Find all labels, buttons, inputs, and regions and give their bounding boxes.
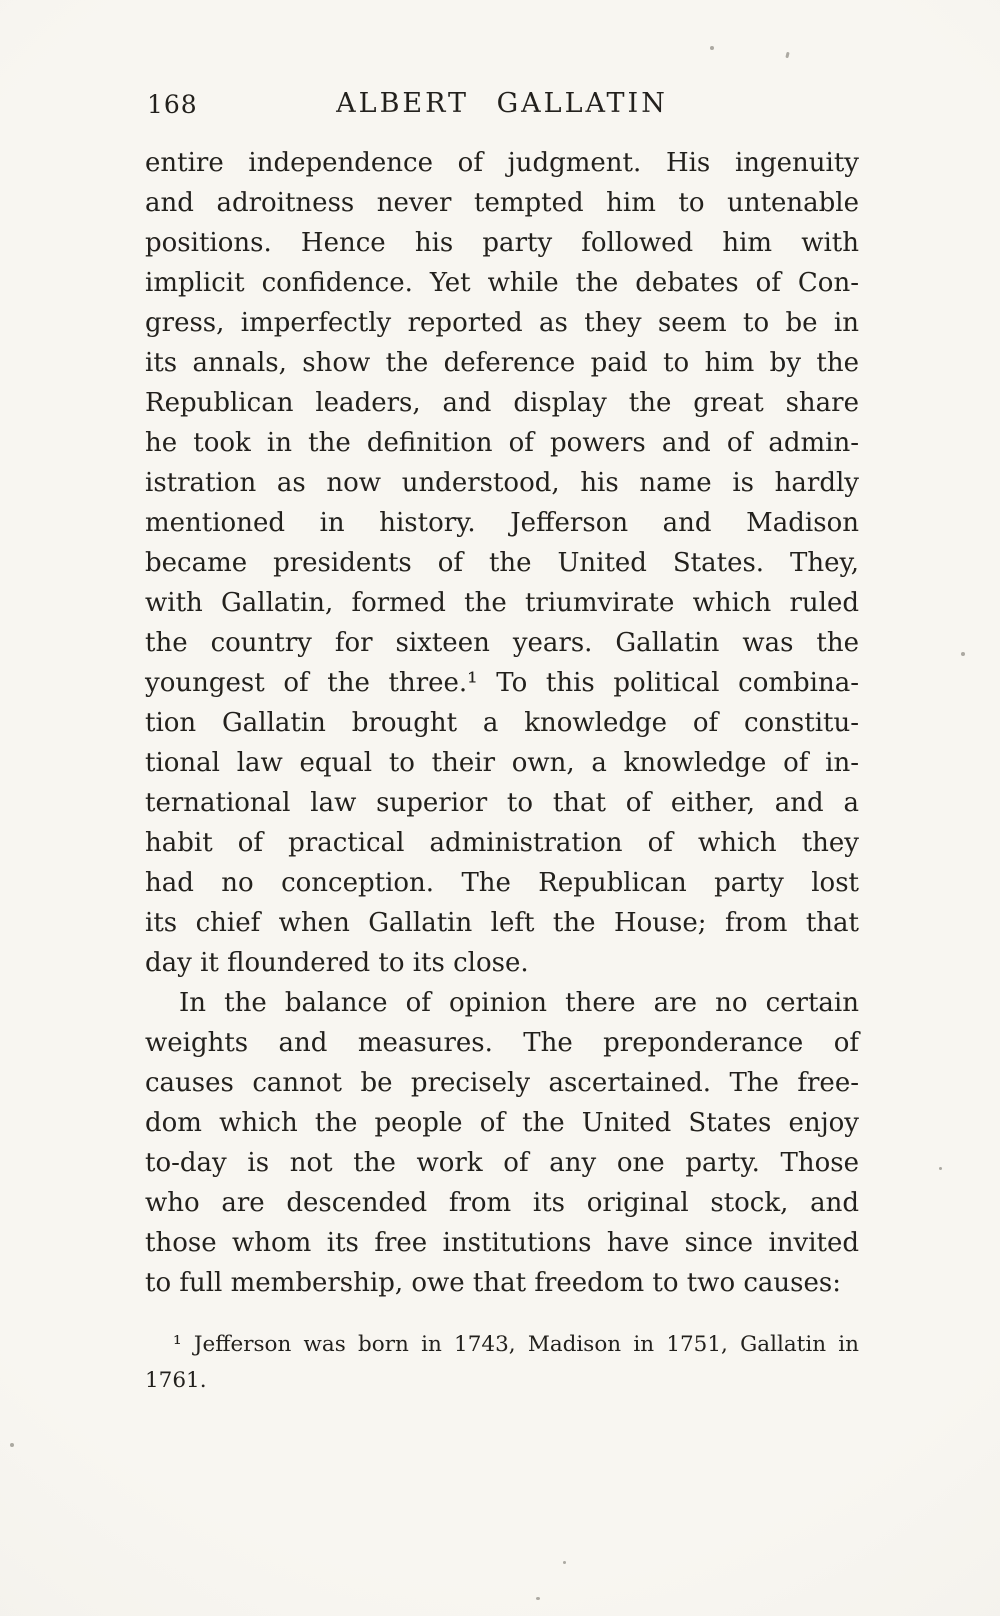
- text-line: became presidents of the United States. They,: [145, 548, 859, 578]
- text-line: gress, imperfectly reported as they seem to be in: [145, 308, 859, 338]
- footnote: [145, 1327, 859, 1399]
- text-line: ¹ Jefferson was born in 1743, Madison in 1751, Gallatin in: [173, 1332, 859, 1357]
- text-line: day it floundered to its close.: [145, 948, 529, 978]
- text-line: to full membership, owe that freedom to two causes:: [145, 1268, 841, 1298]
- text-line: entire independence of judgment. His ingenuity: [145, 148, 859, 178]
- body-paragraph-1: [145, 143, 859, 983]
- text-line: weights and measures. The preponderance of: [145, 1028, 859, 1058]
- text-line: positions. Hence his party followed him with: [145, 228, 859, 258]
- text-line: In the balance of opinion there are no certain: [179, 988, 859, 1018]
- text-line: Republican leaders, and display the great share: [145, 388, 859, 418]
- text-line: with Gallatin, formed the triumvirate which ruled: [145, 588, 859, 618]
- text-line: its chief when Gallatin left the House; from that: [145, 908, 859, 938]
- text-line: mentioned in history. Jefferson and Madison: [145, 508, 859, 538]
- text-line: those whom its free institutions have since invited: [145, 1228, 859, 1258]
- page-number: 168: [147, 90, 198, 119]
- scan-speck: [710, 46, 714, 50]
- text-line: and adroitness never tempted him to untenable: [145, 188, 859, 218]
- text-block: [145, 143, 859, 1399]
- text-line: youngest of the three.¹ To this political combina-: [145, 668, 859, 698]
- text-line: its annals, show the deference paid to him by the: [145, 348, 859, 378]
- page-header: [145, 88, 859, 124]
- text-line: he took in the definition of powers and of admin-: [145, 428, 859, 458]
- text-line: causes cannot be precisely ascertained. The free-: [145, 1068, 859, 1098]
- text-line: habit of practical administration of which they: [145, 828, 859, 858]
- text-line: dom which the people of the United States enjoy: [145, 1108, 859, 1138]
- scan-speck: [536, 1597, 540, 1600]
- text-line: implicit confidence. Yet while the debates of Con-: [145, 268, 859, 298]
- running-title: ALBERT GALLATIN: [336, 88, 668, 119]
- scan-speck: [563, 1561, 566, 1564]
- text-line: tion Gallatin brought a knowledge of constitu-: [145, 708, 859, 738]
- text-line: to-day is not the work of any one party. Those: [145, 1148, 859, 1178]
- scan-speck: [785, 52, 789, 59]
- scan-speck: [10, 1443, 14, 1447]
- text-line: who are descended from its original stock, and: [145, 1188, 859, 1218]
- scan-speck: [939, 1167, 942, 1170]
- text-line: tional law equal to their own, a knowledge of in-: [145, 748, 859, 778]
- text-line: ternational law superior to that of either, and a: [145, 788, 859, 818]
- text-line: had no conception. The Republican party lost: [145, 868, 859, 898]
- scan-speck: [961, 652, 965, 656]
- text-line: the country for sixteen years. Gallatin was the: [145, 628, 859, 658]
- text-line: istration as now understood, his name is hardly: [145, 468, 859, 498]
- text-line: 1761.: [145, 1368, 207, 1393]
- body-paragraph-2: [145, 983, 859, 1303]
